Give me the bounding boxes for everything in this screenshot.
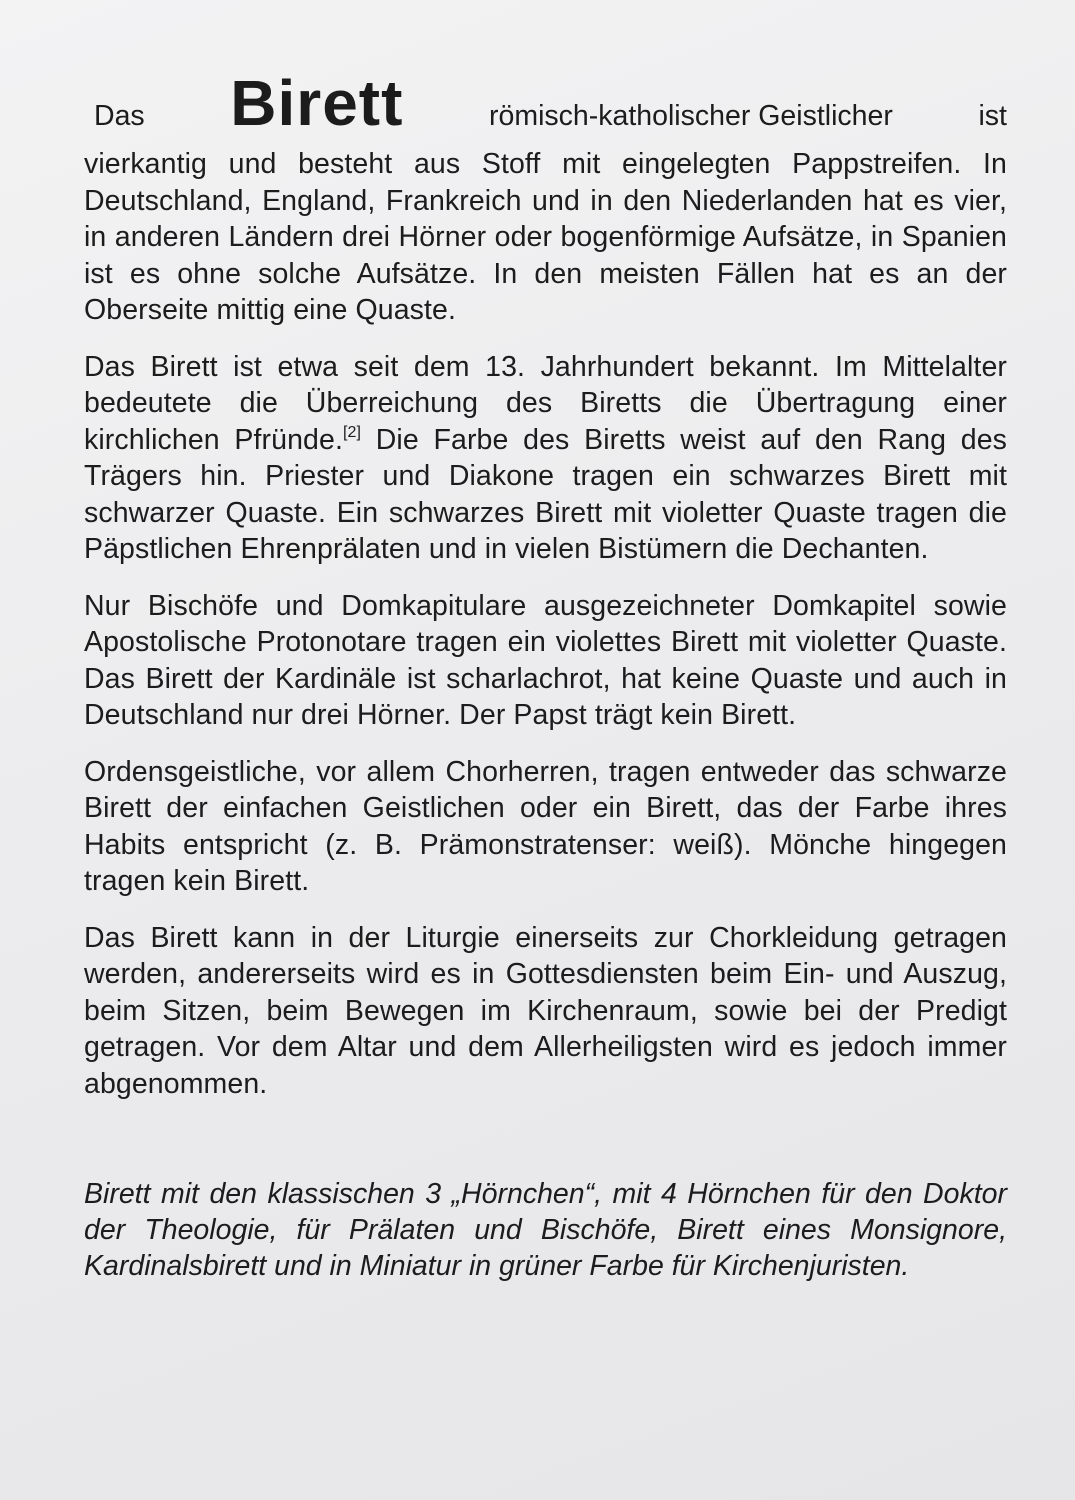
heading-word-das: Das <box>94 100 145 132</box>
paragraph-3: Nur Bischöfe und Domkapitulare ausgezeichneter Domkapitel sowie Apostolische Protonotare tragen ein violettes Birett mit violetter Quaste. Das Birett der Kardinäle ist scharlachrot, hat keine Quaste und auch in Deutschland nur drei Hörner. Der Papst trägt kein Birett. <box>84 589 1007 731</box>
heading-word-ist: ist <box>978 100 1007 132</box>
paragraph-1: vierkantig und besteht aus Stoff mit eingelegten Pappstreifen. In Deutschland, England, Frankreich und in den Niederlanden hat es vier, in anderen Ländern drei Hörner oder bogenförmige Aufsätze, in Spanien ist es ohne solche Aufsätze. In den meisten Fällen hat es an der Oberseite mittig eine Quaste. <box>84 148 1007 326</box>
image-caption: Birett mit den klassischen 3 „Hörnchen“, mit 4 Hörnchen für den Doktor der Theologie, für Prälaten und Bischöfe, Birett eines Monsignore, Kardinalsbirett und in Miniatur in grüner Farbe für Kirchenjuristen. <box>84 1178 1007 1282</box>
paragraph-2-part-1: Das Birett ist etwa seit dem 13. Jahrhundert bekannt. Im Mittelalter bedeutete die Überreichung des Biretts die Übertragung einer kirchlichen Pfründe. <box>84 350 1007 456</box>
heading-subtitle: römisch-katholischer Geistlicher <box>489 100 893 132</box>
caption-spacer <box>84 1122 1007 1176</box>
paragraph-2-part-2: Die Farbe des Biretts weist auf den Rang des Trägers hin. Priester und Diakone tragen ein schwarzes Birett mit schwarzer Quaste. Ein schwarzes Birett mit violetter Quaste tragen die Päpstlichen Ehrenprälaten und in vielen Bistümern die Dechanten. <box>84 423 1007 565</box>
footnote-reference: [2] <box>342 423 362 441</box>
page-title: Birett <box>230 67 404 139</box>
paragraph-4: Ordensgeistliche, vor allem Chorherren, tragen entweder das schwarze Birett der einfachen Geistlichen oder ein Birett, das der Farbe ihres Habits entspricht (z. B. Prämonstratenser: weiß). Mönche hingegen tragen kein Birett. <box>84 755 1007 897</box>
paragraph-5: Das Birett kann in der Liturgie einerseits zur Chorkleidung getragen werden, andererseits wird es in Gottesdiensten beim Ein- und Auszug, beim Sitzen, beim Bewegen im Kirchenraum, sowie bei der Predigt getragen. Vor dem Altar und dem Allerheiligsten wird es jedoch immer abgenommen. <box>84 921 1007 1100</box>
title-line <box>84 66 1007 146</box>
paragraph-2 <box>84 349 1007 568</box>
